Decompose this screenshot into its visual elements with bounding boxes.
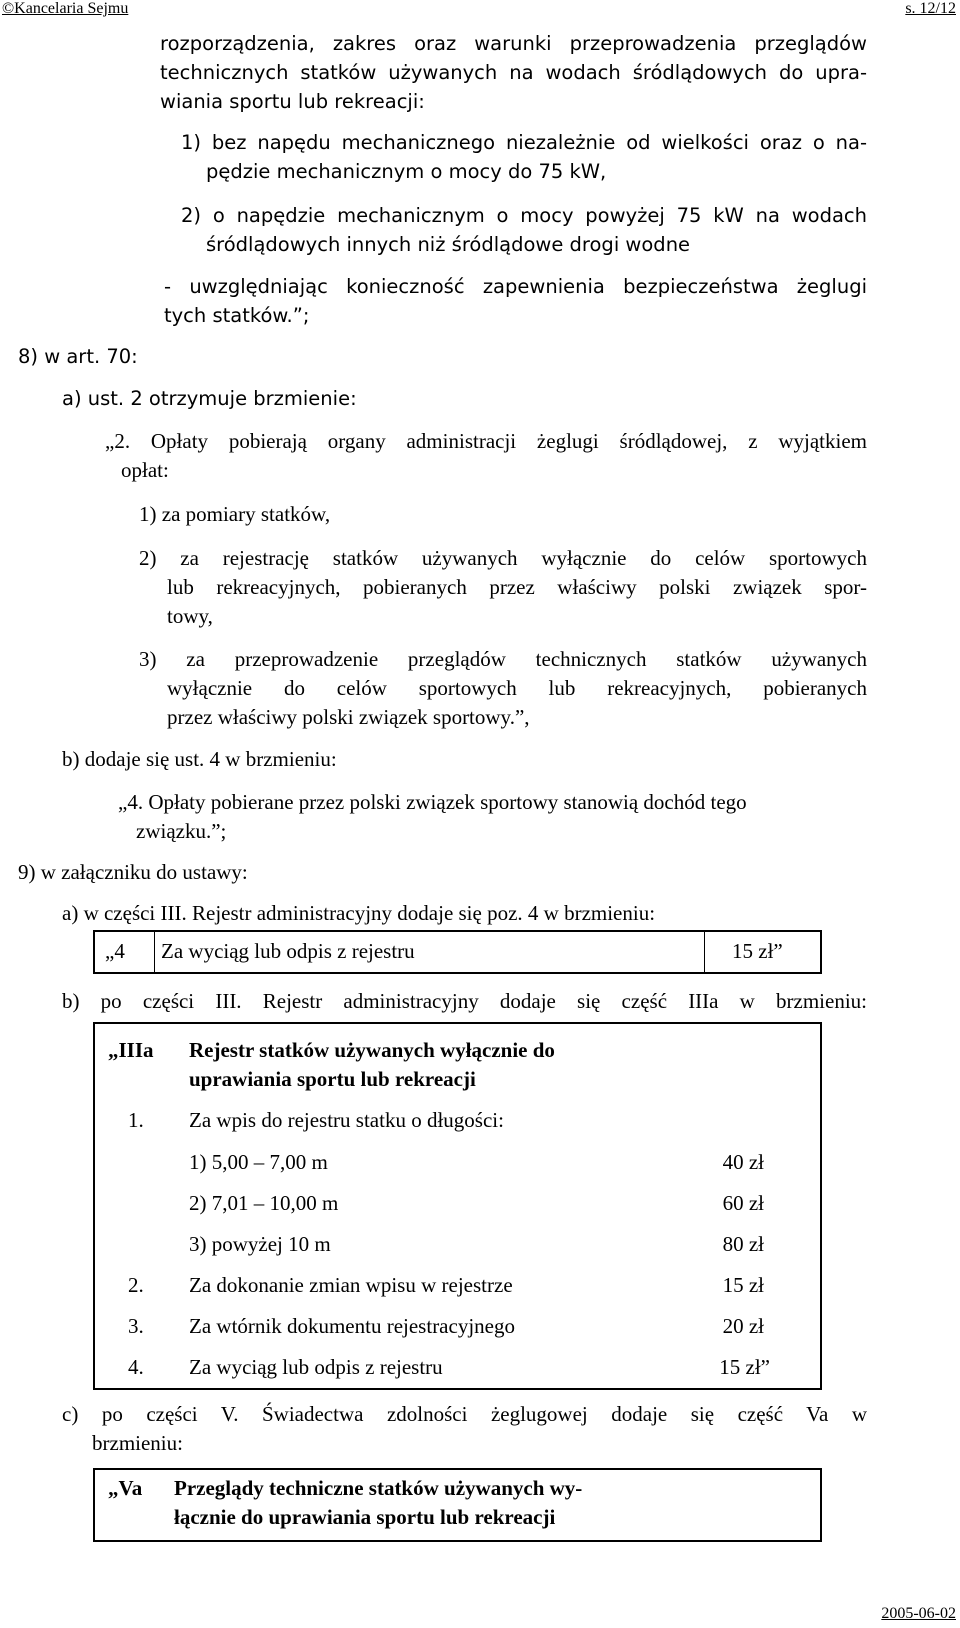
item1-line-2: pędzie mechanicznym o mocy do 75 kW, [206, 160, 607, 183]
ust2-point-1: 1) za pomiary statków, [139, 502, 331, 526]
zal-c-label-line-2: brzmieniu: [92, 1431, 183, 1455]
header-copyright: ©Kancelaria Sejmu [2, 0, 129, 17]
art70-heading: 8) w art. 70: [18, 345, 138, 368]
table-c [93, 1468, 822, 1542]
zal-heading: 9) w załączniku do ustawy: [18, 860, 248, 884]
ust2-point-3-line-3: przez właściwy polski związek sportowy.”, [167, 705, 530, 729]
table-b-row-fee: 15 zł [722, 1273, 764, 1297]
table-b-title-line-2: uprawiania sportu lub rekreacji [189, 1067, 476, 1091]
table-b-row-num: 2. [128, 1273, 144, 1297]
intro-line-2: technicznych statków używanych na wodach śródlądowych do upra- [160, 61, 867, 84]
table-c-title-line-2: łącznie do uprawiania sportu lub rekreacji [174, 1505, 556, 1529]
table-c-code: „Va [108, 1476, 143, 1500]
table-b-row-fee: 60 zł [722, 1191, 764, 1215]
table-b-row-fee: 20 zł [722, 1314, 764, 1338]
table-b-row-desc: Za wtórnik dokumentu rejestracyjnego [189, 1314, 515, 1338]
table-b [93, 1022, 822, 1390]
ust4-line-2: związku.”; [136, 819, 227, 843]
ust2-point-2-line-1: 2) za rejestrację statków używanych wyłącznie do celów sportowych [139, 546, 867, 570]
table-a [93, 930, 822, 974]
ust2-line-2: opłat: [121, 458, 169, 482]
table-b-code: „IIIa [108, 1038, 154, 1062]
intro-line-3: wiania sportu lub rekreacji: [160, 90, 425, 113]
ust2-point-2-line-2: lub rekreacyjnych, pobieranych przez właściwy polski związek spor- [167, 575, 867, 599]
table-a-number: „4 [105, 939, 125, 963]
table-b-row-num: 3. [128, 1314, 144, 1338]
table-b-row-desc: Za wyciąg lub odpis z rejestru [189, 1355, 443, 1379]
intro-line-1: rozporządzenia, zakres oraz warunki przeprowadzenia przeglądów [160, 32, 867, 55]
table-b-row-fee: 80 zł [722, 1232, 764, 1256]
zal-b-label: b) po części III. Rejestr administracyjny dodaje się część IIIa w brzmieniu: [62, 989, 867, 1013]
ust4-line-1: „4. Opłaty pobierane przez polski związek sportowy stanowią dochód tego [118, 790, 747, 814]
art70-b-label: b) dodaje się ust. 4 w brzmieniu: [62, 747, 337, 771]
table-b-title-line-1: Rejestr statków używanych wyłącznie do [189, 1038, 555, 1062]
item2-line-2: śródlądowych innych niż śródlądowe drogi wodne [206, 233, 691, 256]
zal-a-label: a) w części III. Rejestr administracyjny dodaje się poz. 4 w brzmieniu: [62, 901, 656, 925]
table-b-row-desc: 2) 7,01 – 10,00 m [189, 1191, 339, 1215]
table-c-title-line-1: Przeglądy techniczne statków używanych wy- [174, 1476, 583, 1500]
table-b-row-fee: 15 zł” [719, 1355, 770, 1379]
table-a-description: Za wyciąg lub odpis z rejestru [161, 939, 415, 963]
item1-line-1: 1) bez napędu mechanicznego niezależnie od wielkości oraz o na- [181, 131, 867, 154]
ust2-point-3-line-1: 3) za przeprowadzenie przeglądów technicznych statków używanych [139, 647, 867, 671]
closing-line-2: tych statków.”; [164, 304, 310, 327]
ust2-line-1: „2. Opłaty pobierają organy administracji żeglugi śródlądowej, z wyjątkiem [105, 429, 867, 453]
table-b-row-num: 1. [128, 1108, 144, 1132]
table-b-row-desc: Za dokonanie zmian wpisu w rejestrze [189, 1273, 513, 1297]
table-b-row-desc: Za wpis do rejestru statku o długości: [189, 1108, 504, 1132]
closing-line-1: - uwzględniając konieczność zapewnienia bezpieczeństwa żeglugi [164, 275, 867, 298]
art70-a-label: a) ust. 2 otrzymuje brzmienie: [62, 387, 357, 410]
zal-c-label-line-1: c) po części V. Świadectwa zdolności żeglugowej dodaje się część Va w [62, 1402, 867, 1426]
item2-line-1: 2) o napędzie mechanicznym o mocy powyżej 75 kW na wodach [181, 204, 867, 227]
table-b-row-desc: 3) powyżej 10 m [189, 1232, 331, 1256]
footer-date: 2005-06-02 [881, 1605, 956, 1622]
table-b-row-fee: 40 zł [722, 1150, 764, 1174]
ust2-point-2-line-3: towy, [167, 604, 213, 628]
table-b-row-desc: 1) 5,00 – 7,00 m [189, 1150, 328, 1174]
header-page-number: s. 12/12 [905, 0, 956, 17]
table-a-fee: 15 zł” [732, 939, 783, 963]
table-b-row-num: 4. [128, 1355, 144, 1379]
ust2-point-3-line-2: wyłącznie do celów sportowych lub rekreacyjnych, pobieranych [167, 676, 867, 700]
